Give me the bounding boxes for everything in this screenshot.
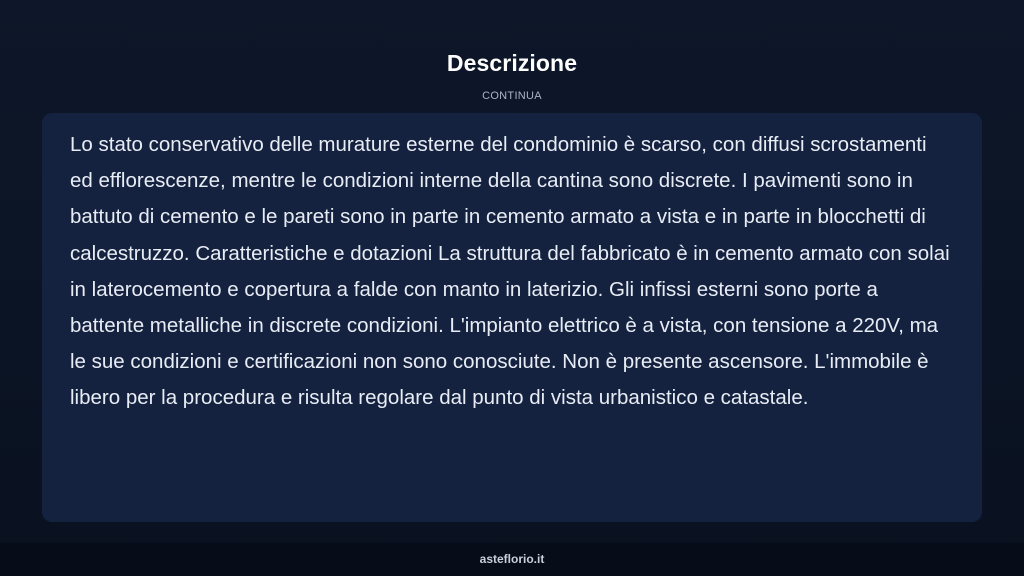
footer-bar (0, 543, 1024, 576)
description-card (42, 113, 982, 522)
page-subtitle: CONTINUA (482, 90, 542, 102)
description-text: Lo stato conservativo delle murature esterne del condominio è scarso, con diffusi scrostamenti ed efflorescenze, mentre le condizioni interne della cantina sono discrete. I pavimenti sono in battuto di cemento e le pareti sono in parte in cemento armato a vista e in parte in blocchetti di calcestruzzo. Caratteristiche e dotazioni La struttura del fabbricato è in cemento armato con solai in laterocemento e copertura a falde con manto in laterizio. Gli infissi esterni sono porte a battente metalliche in discrete condizioni. L'impianto elettrico è a vista, con tensione a 220V, ma le sue condizioni e certificazioni non sono conosciute. Non è presente ascensore. L'immobile è libero per la procedura e risulta regolare dal punto di vista urbanistico e catastale. (70, 133, 950, 410)
footer-site-label: asteflorio.it (479, 552, 545, 566)
page-title: Descrizione (446, 50, 578, 76)
